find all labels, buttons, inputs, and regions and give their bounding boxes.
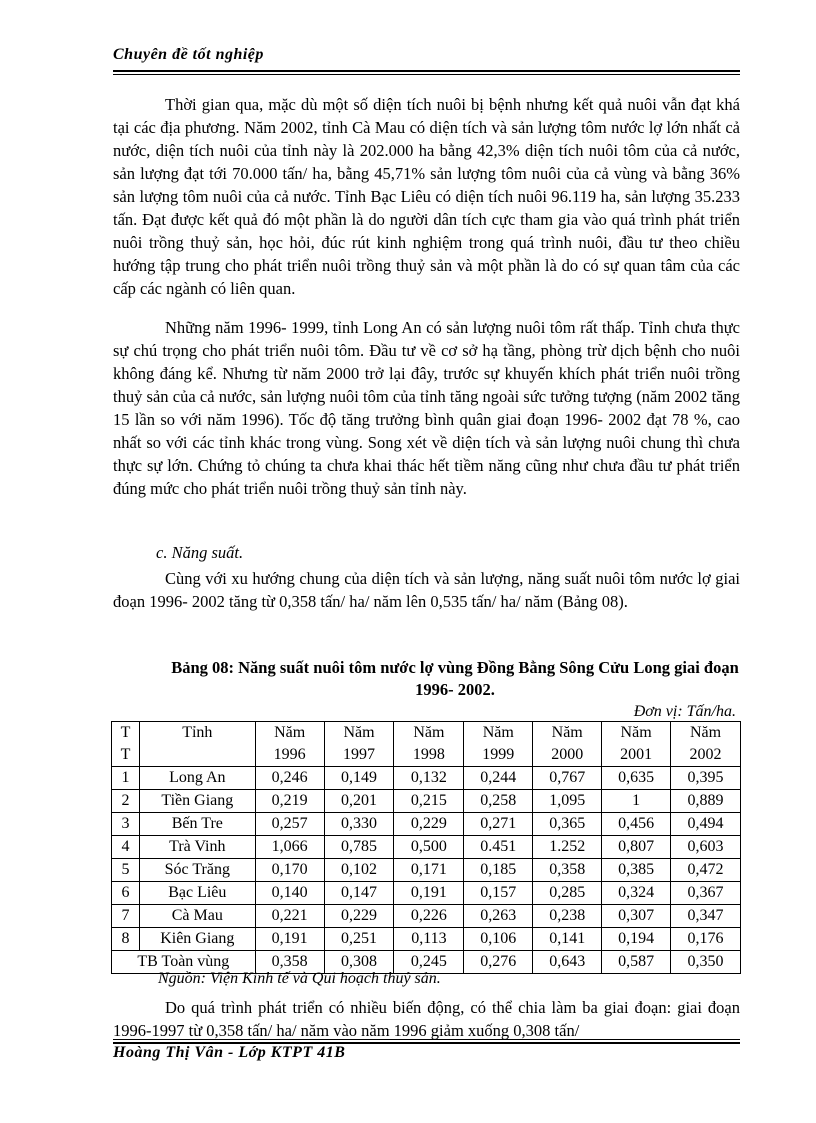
row-value: 1.252 [533, 836, 602, 859]
total-value: 0,245 [394, 951, 464, 974]
page-header-title: Chuyên đề tốt nghiệp [113, 46, 264, 63]
row-value: 1,066 [255, 836, 324, 859]
total-value: 0,358 [255, 951, 324, 974]
row-value: 0,140 [255, 882, 324, 905]
table-row [112, 928, 741, 951]
header-rule-thin [113, 74, 740, 75]
header-year: Năm 2001 [602, 722, 671, 767]
row-value: 0,285 [533, 882, 602, 905]
page-footer: Hoàng Thị Vân - Lớp KTPT 41B [113, 1044, 346, 1061]
row-value: 0,635 [602, 767, 671, 790]
row-value: 0,229 [324, 905, 394, 928]
table-row [112, 836, 741, 859]
row-value: 0,238 [533, 905, 602, 928]
row-number: 7 [112, 905, 140, 928]
row-value: 0,191 [394, 882, 464, 905]
header-year: Năm 1997 [324, 722, 394, 767]
row-value: 0,347 [671, 905, 741, 928]
row-value: 0,141 [533, 928, 602, 951]
row-province: Trà Vinh [139, 836, 255, 859]
row-value: 0,132 [394, 767, 464, 790]
row-value: 0,330 [324, 813, 394, 836]
row-value: 0,170 [255, 859, 324, 882]
row-value: 0,215 [394, 790, 464, 813]
row-value: 0,219 [255, 790, 324, 813]
row-number: 4 [112, 836, 140, 859]
header-rule [113, 70, 740, 72]
table-title: Bảng 08: Năng suất nuôi tôm nước lợ vùng Đồng Bằng Sông Cửu Long giai đoạn 1996- 2002. [171, 658, 739, 699]
row-value: 0,767 [533, 767, 602, 790]
total-value: 0,350 [671, 951, 741, 974]
table-unit: Đơn vị: Tấn/ha. [633, 703, 736, 720]
row-value: 0,367 [671, 882, 741, 905]
row-value: 0,494 [671, 813, 741, 836]
row-value: 0,889 [671, 790, 741, 813]
row-number: 1 [112, 767, 140, 790]
row-value: 0,229 [394, 813, 464, 836]
total-label: TB Toàn vùng [112, 951, 256, 974]
row-number: 3 [112, 813, 140, 836]
paragraph-4: Do quá trình phát triển có nhiều biến động, có thể chia làm ba giai đoạn: giai đoạn 1996-1997 từ 0,358 tấn/ ha/ năm vào năm 1996 giảm xuống 0,308 tấn/ [113, 998, 740, 1040]
row-value: 0,365 [533, 813, 602, 836]
row-value: 0,500 [394, 836, 464, 859]
row-value: 1 [602, 790, 671, 813]
row-value: 0,472 [671, 859, 741, 882]
row-number: 5 [112, 859, 140, 882]
row-value: 0,171 [394, 859, 464, 882]
row-value: 0,257 [255, 813, 324, 836]
row-province: Kiên Giang [139, 928, 255, 951]
row-value: 0,807 [602, 836, 671, 859]
row-province: Bạc Liêu [139, 882, 255, 905]
table-row [112, 813, 741, 836]
row-value: 0,157 [464, 882, 533, 905]
row-value: 0,201 [324, 790, 394, 813]
row-value: 0,194 [602, 928, 671, 951]
row-value: 0,307 [602, 905, 671, 928]
paragraph-2: Những năm 1996- 1999, tỉnh Long An có sản lượng nuôi tôm rất thấp. Tỉnh chưa thực sự chú trọng cho phát triển nuôi tôm. Đầu tư về cơ sở hạ tầng, phòng trừ dịch bệnh cho nuôi không đáng kể. Nhưng từ năm 2000 trở lại đây, trước sự khuyến khích phát triển nuôi trồng thuỷ sản của cả nước, sản lượng nuôi tôm của tỉnh tăng ngoài sức tưởng tượng (năm 2002 tăng 15 lần so với năm 1996). Tốc độ tăng trưởng bình quân giai đoạn 1996- 2002 đạt 78 %, cao nhất so với các tỉnh khác trong vùng. Song xét về diện tích và sản lượng nuôi chung thì chưa thực sự lớn. Chứng tỏ chúng ta chưa khai thác hết tiềm năng cũng như chưa đầu tư phát triển đúng mức cho phát triển nuôi trồng thuỷ sản tỉnh này. [113, 318, 740, 498]
paragraph-1: Thời gian qua, mặc dù một số diện tích nuôi bị bệnh nhưng kết quả nuôi vẫn đạt khá tại các địa phương. Năm 2002, tỉnh Cà Mau có diện tích và sản lượng tôm nước lợ lớn nhất cả nước, diện tích nuôi của tỉnh này là 202.000 ha bằng 42,3% diện tích nuôi tôm của cả nước, sản lượng đạt tới 70.000 tấn/ ha, bằng 45,71% sản lượng tôm nuôi của cả vùng và bằng 36% sản lượng tôm nuôi của cả nước. Tỉnh Bạc Liêu có diện tích nuôi 96.119 ha, sản lượng 35.233 tấn. Đạt được kết quả đó một phần là do người dân tích cực tham gia vào quá trình phát triển nuôi trồng thuỷ sản, học hỏi, đúc rút kinh nghiệm trong quá trình nuôi, đầu tư theo chiều hướng tập trung cho phát triển nuôi trồng thuỷ sản và một phần là do có sự quan tâm của các cấp các ngành có liên quan. [113, 95, 740, 298]
productivity-table [111, 721, 741, 974]
header-year: Năm 2002 [671, 722, 741, 767]
table-row [112, 790, 741, 813]
header-year: Năm 1996 [255, 722, 324, 767]
row-value: 0,395 [671, 767, 741, 790]
row-value: 0,258 [464, 790, 533, 813]
total-value: 0,308 [324, 951, 394, 974]
row-value: 0,324 [602, 882, 671, 905]
footer-rule-thin [113, 1039, 740, 1040]
row-value: 0,358 [533, 859, 602, 882]
row-value: 0,271 [464, 813, 533, 836]
row-value: 0,785 [324, 836, 394, 859]
row-value: 0,185 [464, 859, 533, 882]
total-value: 0,643 [533, 951, 602, 974]
row-number: 6 [112, 882, 140, 905]
row-value: 0,221 [255, 905, 324, 928]
row-value: 0,263 [464, 905, 533, 928]
row-value: 0,385 [602, 859, 671, 882]
row-province: Tiền Giang [139, 790, 255, 813]
header-province: Tỉnh [139, 722, 255, 767]
table-row [112, 905, 741, 928]
row-value: 0,226 [394, 905, 464, 928]
row-value: 0,106 [464, 928, 533, 951]
section-subheading: c. Năng suất. [156, 543, 244, 562]
row-value: 0.451 [464, 836, 533, 859]
total-value: 0,276 [464, 951, 533, 974]
row-value: 0,149 [324, 767, 394, 790]
row-province: Long An [139, 767, 255, 790]
header-tt: T T [112, 722, 140, 767]
row-value: 0,246 [255, 767, 324, 790]
paragraph-3: Cùng với xu hướng chung của diện tích và sản lượng, năng suất nuôi tôm nước lợ giai đoạn 1996- 2002 tăng từ 0,358 tấn/ ha/ năm lên 0,535 tấn/ ha/ năm (Bảng 08). [113, 569, 740, 611]
row-value: 0,191 [255, 928, 324, 951]
row-number: 2 [112, 790, 140, 813]
row-value: 0,603 [671, 836, 741, 859]
table-row [112, 767, 741, 790]
row-value: 0,251 [324, 928, 394, 951]
row-value: 0,113 [394, 928, 464, 951]
row-value: 0,176 [671, 928, 741, 951]
row-value: 0,244 [464, 767, 533, 790]
row-province: Cà Mau [139, 905, 255, 928]
table-row [112, 882, 741, 905]
row-province: Sóc Trăng [139, 859, 255, 882]
row-value: 0,102 [324, 859, 394, 882]
table-row [112, 859, 741, 882]
table-header-row [112, 722, 741, 767]
header-year: Năm 1999 [464, 722, 533, 767]
total-value: 0,587 [602, 951, 671, 974]
row-value: 0,456 [602, 813, 671, 836]
row-province: Bến Tre [139, 813, 255, 836]
row-number: 8 [112, 928, 140, 951]
table-source: Nguồn: Viện Kinh tế và Qui hoạch thuỷ sản. [158, 970, 441, 987]
row-value: 1,095 [533, 790, 602, 813]
header-year: Năm 2000 [533, 722, 602, 767]
row-value: 0,147 [324, 882, 394, 905]
header-year: Năm 1998 [394, 722, 464, 767]
